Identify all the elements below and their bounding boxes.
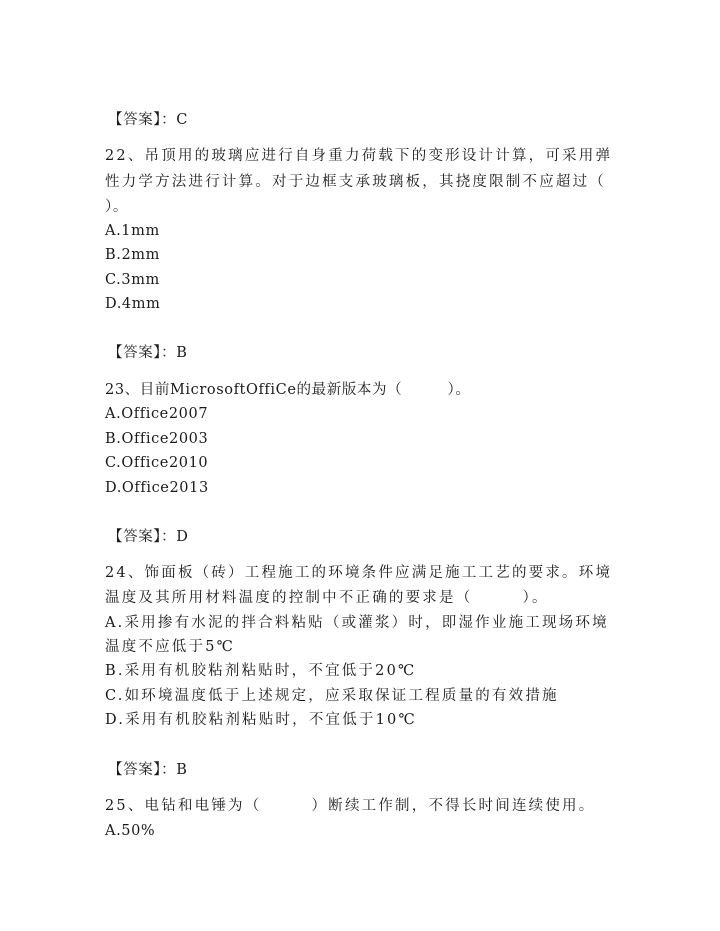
question-23-option-d: D.Office2013 bbox=[105, 480, 209, 496]
question-22-line-3: ）。 bbox=[105, 199, 128, 215]
answer-line: 【答案】：D bbox=[108, 529, 189, 545]
question-24-line-2: 温度及其所用材料温度的控制中不正确的要求是（ ）。 bbox=[105, 590, 549, 606]
question-25-line-1: 25、电钻和电锤为（ ）断续工作制，不得长时间连续使用。 bbox=[105, 798, 596, 814]
question-22-option-d: D.4mm bbox=[105, 296, 161, 312]
question-23-line-1: 23、目前MicrosoftOffiCe的最新版本为（ ）。 bbox=[105, 382, 471, 398]
question-24-option-a-line-1: A.采用掺有水泥的拌合料粘贴（或灌浆）时，即湿作业施工现场环境 bbox=[105, 615, 609, 631]
question-23-option-b: B.Office2003 bbox=[105, 431, 209, 447]
answer-line: 【答案】：C bbox=[108, 112, 188, 128]
question-22-line-2: 性力学方法进行计算。对于边框支承玻璃板，其挠度限制不应超过（ bbox=[105, 174, 606, 190]
question-24-line-1: 24、饰面板（砖）工程施工的环境条件应满足施工工艺的要求。环境 bbox=[105, 565, 613, 581]
answer-line: 【答案】：B bbox=[108, 345, 188, 361]
answer-line: 【答案】：B bbox=[108, 762, 188, 778]
question-22-option-a: A.1mm bbox=[105, 223, 160, 239]
question-22-line-1: 22、吊顶用的玻璃应进行自身重力荷载下的变形设计计算，可采用弹 bbox=[105, 148, 613, 164]
question-25-option-a: A.50% bbox=[105, 823, 156, 839]
question-24-option-d: D.采用有机胶粘剂粘贴时，不宜低于10℃ bbox=[105, 712, 417, 728]
question-23-option-c: C.Office2010 bbox=[105, 455, 209, 471]
question-22-option-b: B.2mm bbox=[105, 247, 160, 263]
question-24-option-a-line-2: 温度不应低于5℃ bbox=[105, 639, 236, 655]
question-24-option-b: B.采用有机胶粘剂粘贴时，不宜低于20℃ bbox=[105, 663, 417, 679]
question-23-option-a: A.Office2007 bbox=[105, 406, 209, 422]
question-24-option-c: C.如环境温度低于上述规定，应采取保证工程质量的有效措施 bbox=[105, 688, 559, 704]
question-22-option-c: C.3mm bbox=[105, 272, 160, 288]
